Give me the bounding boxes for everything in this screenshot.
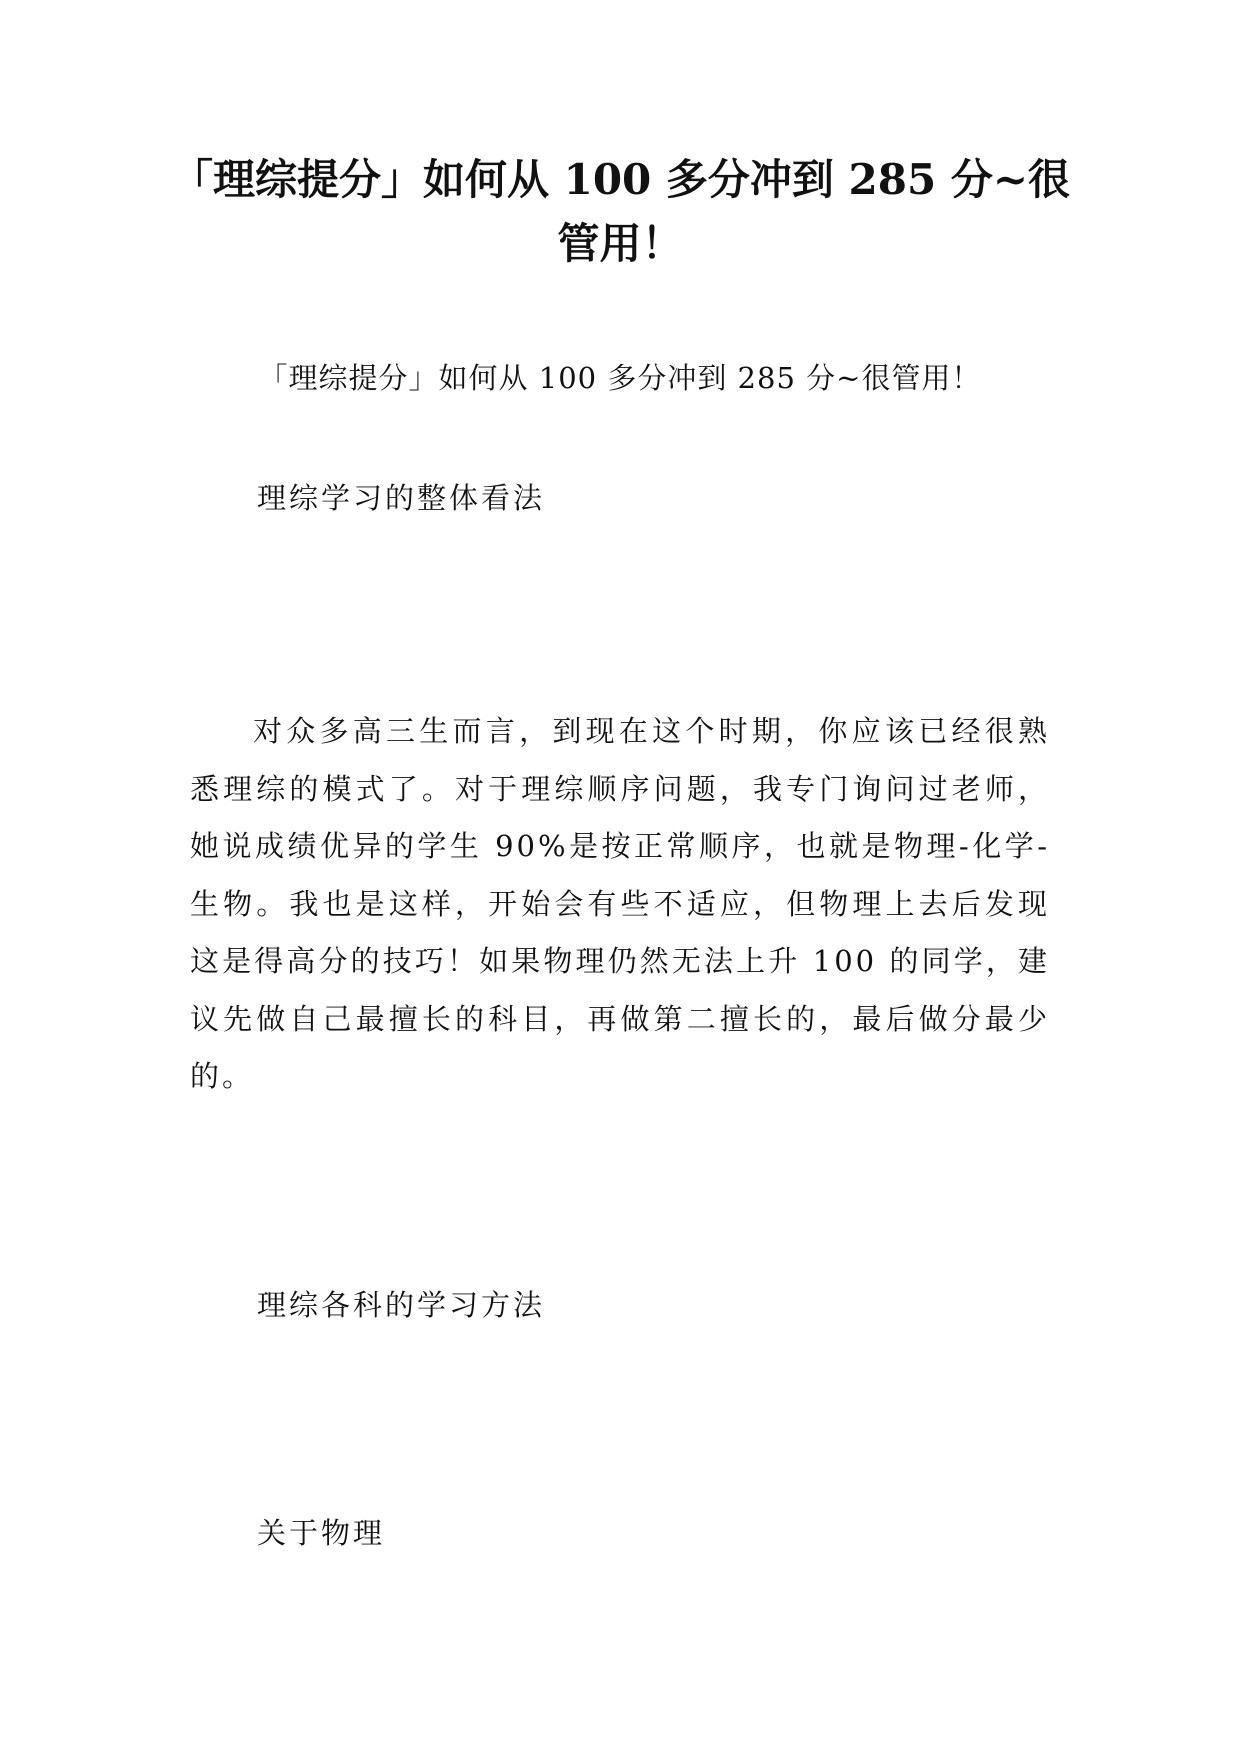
section-heading-study-methods: 理综各科的学习方法 [257, 1288, 546, 1322]
body-paragraph: 对众多高三生而言，到现在这个时期，你应该已经很熟悉理综的模式了。对于理综顺序问题，我专门询问过老师，她说成绩优异的学生 90%是按正常顺序，也就是物理-化学-生物。我也是这样，开始会有些不适应，但物理上去后发现这是得高分的技巧！如果物理仍然无法上升 100 的同学，建议先做自己最擅长的科目，再做第二擅长的，最后做分最少的。 [190, 714, 1050, 1093]
section-heading-overall-view: 理综学习的整体看法 [257, 481, 546, 515]
document-subtitle: 「理综提分」如何从 100 多分冲到 285 分~很管用！ [258, 361, 982, 395]
section-heading-physics: 关于物理 [257, 1516, 386, 1550]
document-title: 「理综提分」如何从 100 多分冲到 285 分~很管用！ [170, 155, 1071, 268]
